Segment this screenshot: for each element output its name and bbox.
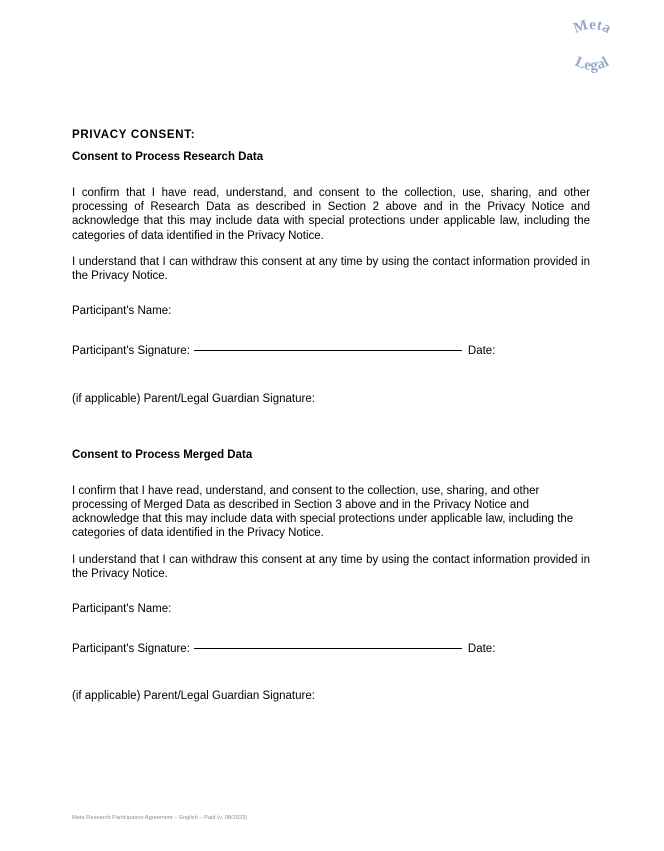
logo-top-text: Meta [571,17,614,38]
spacer [72,463,590,484]
spacer [72,359,590,392]
section-paragraph: I confirm that I have read, understand, and consent to the collection, use, sharing, and other processing of Merged Data as described in Section 3 above and in the Privacy Notice and acknowledge that this may include data with special protections under applicable law, including the categories of data identified in the Privacy Notice. [72,484,574,540]
logo-bottom-text: Legal [572,53,612,74]
participant-name-label: Participant's Name: [72,603,172,616]
date-label: Date: [467,345,496,358]
spacer [72,656,590,689]
participant-signature-label: Participant's Signature: [72,643,190,656]
signature-underline[interactable] [194,648,462,649]
spacer [72,616,590,642]
document-footer: Meta Research Participation Agreement – English – Paid (v. 08/2023) [72,815,248,821]
participant-signature-field[interactable] [72,344,590,358]
date-label: Date: [467,643,496,656]
participant-signature-label: Participant's Signature: [72,345,190,358]
spacer [72,318,590,344]
meta-legal-logo [552,4,632,84]
guardian-signature-field[interactable] [72,392,590,406]
document-content [72,128,590,704]
page-title: PRIVACY CONSENT: [72,129,196,141]
spacer [72,406,590,448]
participant-name-field[interactable] [72,602,590,616]
spacer [72,541,590,553]
participant-name-field[interactable] [72,304,590,318]
section-heading: Consent to Process Merged Data [72,448,253,461]
section-paragraph: I confirm that I have read, understand, and consent to the collection, use, sharing, and other processing of Research Data as described in Section 2 above and in the Privacy Notice and acknowledge that this may include data with special protections under applicable law, including the categories of data identified in the Privacy Notice. [72,187,590,242]
guardian-signature-label: (if applicable) Parent/Legal Guardian Signature: [72,392,315,405]
spacer [72,283,590,304]
section-heading: Consent to Process Research Data [72,151,264,163]
section-paragraph: I understand that I can withdraw this consent at any time by using the contact information provided in the Privacy Notice. [72,255,590,283]
participant-signature-field[interactable] [72,642,590,656]
section-paragraph: I understand that I can withdraw this consent at any time by using the contact information provided in the Privacy Notice. [72,553,590,580]
section-merged-data [72,448,590,704]
spacer [72,165,590,186]
spacer [72,243,590,255]
section-research-data [72,150,590,406]
guardian-signature-label: (if applicable) Parent/Legal Guardian Signature: [72,690,315,703]
participant-name-label: Participant's Name: [72,305,172,318]
spacer [72,581,590,602]
guardian-signature-field[interactable] [72,689,590,703]
signature-underline[interactable] [194,350,462,351]
